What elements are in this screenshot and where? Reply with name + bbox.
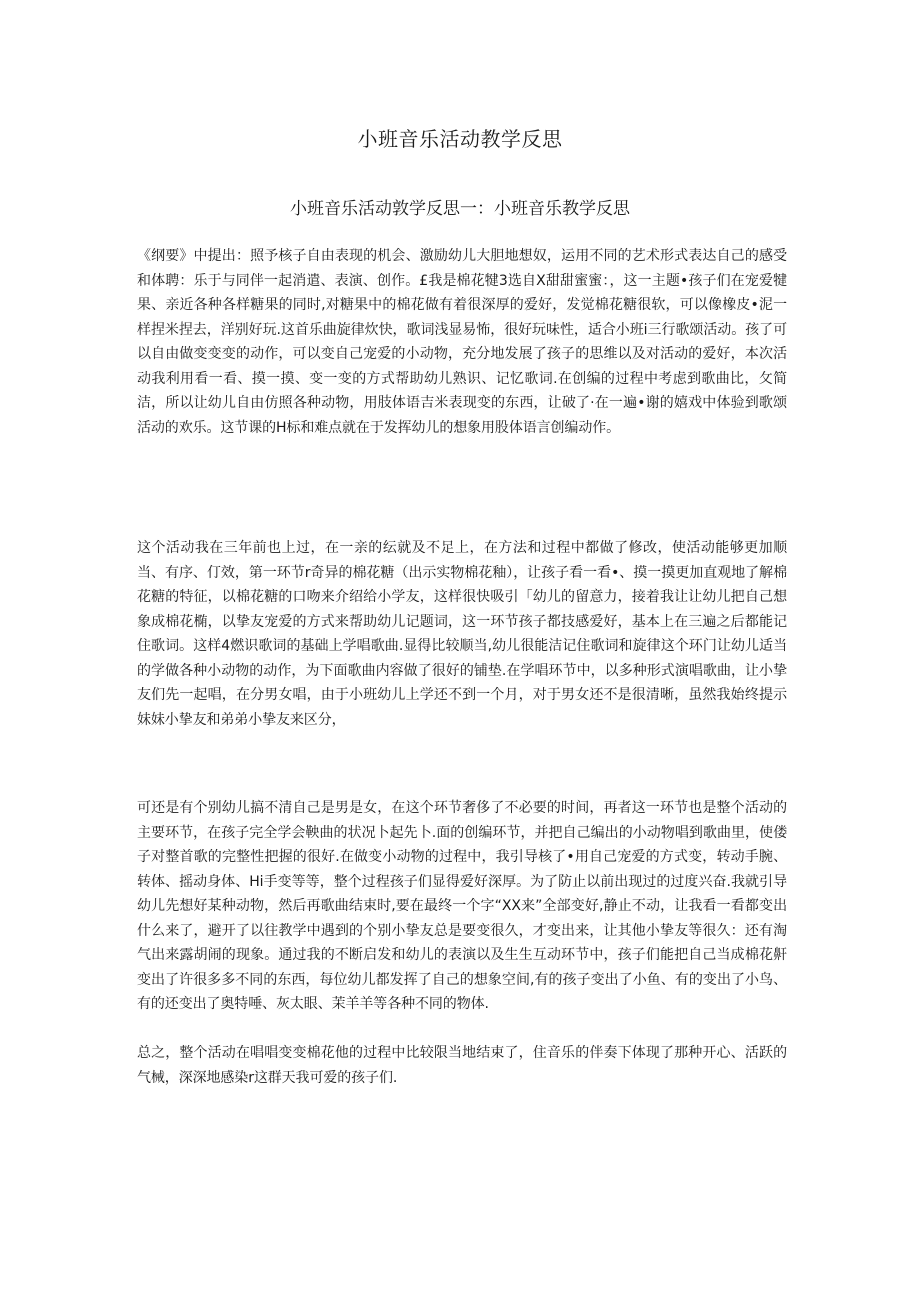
document-subtitle: 小班音乐活动敦学反思一：小班音乐教学反思 — [290, 199, 630, 219]
paragraph-process: 这个活动我在三年前也上过，在一亲的纭就及不足上，在方法和过程中都做了修改，使活动能够更加顺当、有序、仃效，第一环节r奇异的棉花糖（出示实物棉花釉），让孩子看一看•、摸一摸更加直观地了解棉花糖的特征，以棉花糖的口吻来介绍给小学友，这样很快吸引「幼儿的留意力，接着我让让幼儿把自己想象成棉花椭，以挚友宠爱的方式来帮助幼儿记题词，这一环节孩子都技感爱好，基本上在三遍之后都能记住歌词。这样4燃识歌词的基础上学唱歌曲.显得比较顺当,幼儿很能洁记住歌词和旋律这个环门让幼儿适当的学做各种小动物的动作，为下面歌曲内容做了很好的铺垫.在学唱环节中，以多种形式演唱歌曲，让小挚友们先一起唱，在分男女唱，由于小班幼儿上学还不到一个月，对于男女还不是很清晰，虽然我始终提示妹妹小挚友和弟弟小挚友来区分， — [137, 540, 787, 728]
paragraph-summary: 总之，整个活动在唱唱变变棉花他的过程中比较限当地结束了，住音乐的伴奏下体现了那种开心、活跃的气械，深深地感染r这群天我可爱的孩子们. — [137, 1045, 787, 1086]
paragraph-intro: 《纲要》中提出：照予核子自由表现的机会、激励幼儿大胆地想奴，运用不同的艺术形式表达自己的感受和体聘：乐于与同伴一起消遣、表演、创作。£我是棉花犍3选自X甜甜蜜蜜：，这一主题•孩子们在宠爱犍果、亲近各种各样糖果的同时,对糖果中的棉花做有着很深厚的爱好，发觉棉花糖很软，可以像橡皮•泥一样捏米捏去，洋别好玩.这首乐曲旋律炊快，歌词浅显易怖，很好玩味性，适合小班i三行歌颂活动。孩了可以自由做变变变的动作，可以变自己宠爱的小动物，充分地发展了孩子的思维以及对活动的爱好，本次活动我利用看一看、摸一摸、变一变的方式帮助幼儿熟识、记忆歌词.在创编的过程中考虑到歌曲比，攵简洁，所以让幼儿自由仿照各种动物，用肢体语吉米表现变的东西，让破了·在一遍•谢的嬉戏中体验到歌颂活动的欢乐。这节课的H标和难点就在于发挥幼儿的想象用股体语言创编动作。 — [137, 248, 787, 436]
document-title: 小班音乐活动教学反思 — [357, 127, 563, 151]
paragraph-creation: 可还是有个别幼儿搞不清自己是男是女，在这个环节奢侈了不必要的时间，再者这一环节也是整个活动的主要环节，在孩子完全学会鞅曲的状况卜起先卜.面的创编环节，并把自己编出的小动物唱到歌曲里，使偻子对整首歌的完整性把握的很好.在做变小动物的过程中，我引导核了•用自己宠爱的方式变，转动手腕、转体、摇动身体、Hi手变等等，整个过程孩子们显得爱好深厚。为了防止以前出现过的过度兴奋.我就引导幼儿先想好某种动物，然后再歌曲结束时,要在最终一个字“XX来”全部变好,静止不动，让我看一看都变出什么来了，避开了以往教学中遇到的个别小挚友总是要变很久，才变出来，让其他小挚友等很久：还有淘气出来露胡闹的现象。通过我的不断启发和幼儿的表演以及生生互动环节中，孩子们能把自己当成棉花鼾变出了许很多多不同的东西，每位幼儿都发挥了自己的想象空间,有的孩子变出了小鱼、有的变出了小鸟、有的还变出了奥特唾、灰太眼、茉羊羊等各种不同的物体. — [137, 800, 787, 1012]
